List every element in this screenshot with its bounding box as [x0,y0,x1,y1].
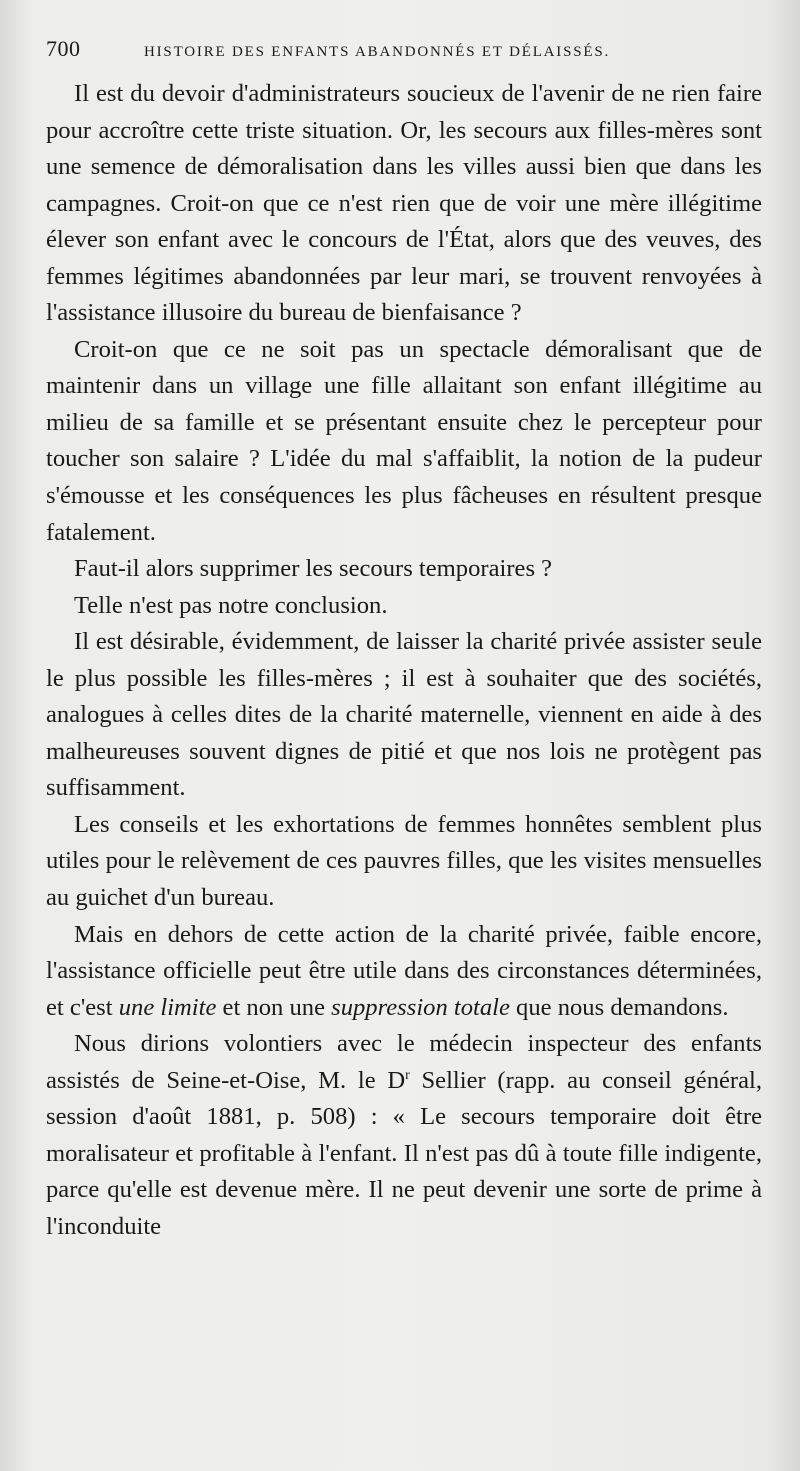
paragraph-8-text-b: Sellier (rapp. au conseil général, session d'août 1881, p. 508) : « Le secours temporaire doit être moralisateur et profitable à l'enfant. Il n'est pas dû à toute fille indigente, parce qu'elle est devenue mère. Il ne peut devenir une sorte de prime à l'inconduite [46,1066,762,1240]
paragraph-1: Il est du devoir d'administrateurs soucieux de l'avenir de ne rien faire pour accroître cette triste situation. Or, les secours aux filles-mères sont une semence de démoralisation dans les villes aussi bien que dans les campagnes. Croit-on que ce n'est rien que de voir une mère illégitime élever son enfant avec le concours de l'État, alors que des veuves, des femmes légitimes abandonnées par leur mari, se trouvent renvoyées à l'assistance illusoire du bureau de bienfaisance ? [46,80,762,327]
paragraph-7-emphasis-limite: une limite [118,993,217,1021]
paragraph-8-superscript: r [405,1067,410,1083]
paragraph-8 [46,1026,762,1245]
paragraph-7-emphasis-suppression: suppression totale [331,993,510,1021]
paragraph-7-text-b: et non une [216,993,332,1021]
paragraph-5: Il est désirable, évidemment, de laisser la charité privée assister seule le plus possible les filles-mères ; il est à souhaiter que des sociétés, analogues à celles dites de la charité maternelle, viennent en aide à des malheureuses souvent dignes de pitié et que nos lois ne protègent pas suffisamment. [46,628,762,802]
paragraph-6: Les conseils et les exhortations de femmes honnêtes semblent plus utiles pour le relèvement de ces pauvres filles, que les visites mensuelles au guichet d'un bureau. [46,810,762,912]
page-header [46,36,762,76]
paragraph-7 [46,917,762,1027]
page-number: 700 [46,36,81,61]
body-text [46,76,762,1246]
paragraph-8-text-a: Nous dirions volontiers avec le médecin inspecteur des enfants assistés de Seine-et-Oise, M. le D [46,1030,762,1094]
paragraph-7-text-c: que nous demandons. [509,993,729,1021]
paragraph-3: Faut-il alors supprimer les secours temporaires ? [74,555,553,583]
running-head: HISTOIRE DES ENFANTS ABANDONNÉS ET DÉLAISSÉS. [144,44,611,60]
paragraph-7-text-a: Mais en dehors de cette action de la charité privée, faible encore, l'assistance officielle peut être utile dans des circonstances déterminées, et c'est [46,920,762,1021]
paragraph-2: Croit-on que ce ne soit pas un spectacle démoralisant que de maintenir dans un village une fille allaitant son enfant illégitime au milieu de sa famille et se présentant ensuite chez le percepteur pour toucher son salaire ? L'idée du mal s'affaiblit, la notion de la pudeur s'émousse et les conséquences les plus fâcheuses en résultent presque fatalement. [46,335,762,546]
paragraph-4: Telle n'est pas notre conclusion. [74,591,388,619]
